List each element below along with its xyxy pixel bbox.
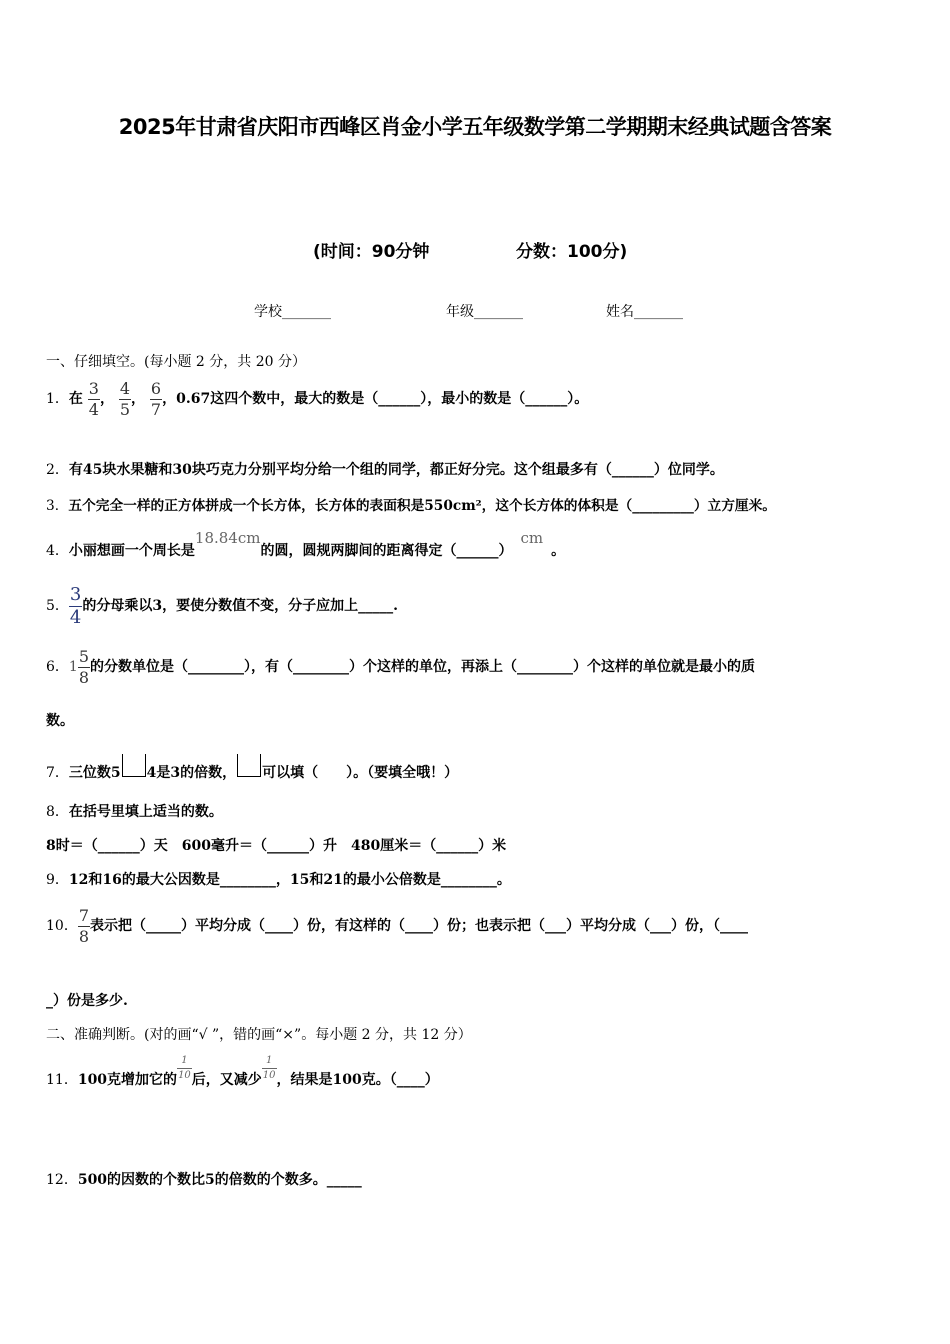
fraction: $\frac{1}{10}$ [178,1054,191,1081]
question-10-continuation: _）份是多少. [46,993,128,1009]
question-number: 4． [46,543,69,559]
fraction: $\frac{3}{4}$ [88,378,99,419]
grade-field: 年级_______ [446,304,523,320]
page-title: 2025年甘肃省庆阳市西峰区肖金小学五年级数学第二学期期末经典试题含答案 [118,115,832,139]
question-5: 5． $\frac{3}{4}$ 的分母乘以3，要使分数值不变，分子应加上_____. [46,583,398,628]
question-8: 8．在括号里填上适当的数。 [46,804,223,820]
question-6: 6．1 $\frac{5}{8}$ 的分数单位是（________），有（________）个这样的单位，再添上（________）个这样的单位就是最小的质 [46,646,756,687]
question-12: 12．500的因数的个数比5的倍数的个数多。_____ [46,1172,362,1188]
unit-label: cm [520,529,544,547]
question-number: 8． [46,804,69,820]
question-3: 3．五个完全一样的正方体拼成一个长方体，长方体的表面积是550cm²，这个长方体的体积是（_________）立方厘米。 [46,498,776,514]
question-number: 6． [46,659,69,675]
question-number: 9． [46,872,69,888]
question-7: 7．三位数5 4是3的倍数， 可以填（ ）。（要填全哦！） [46,754,458,782]
question-number: 5． [46,598,69,614]
question-11: 11．100克增加它的 $\frac{1}{10}$ 后，又减少 $\frac{1}{10}$ ，结果是100克。（____） [46,1054,439,1088]
question-number: 1． [46,391,69,407]
question-number: 11． [46,1072,78,1088]
question-number: 2． [46,462,69,478]
question-6-continuation: 数。 [46,713,74,729]
score-label: 分数：100分) [516,242,628,262]
question-9: 9．12和16的最大公因数是________，15和21的最小公倍数是________。 [46,872,511,888]
fraction: $\frac{3}{4}$ [69,583,82,628]
question-1: 1．在 $\frac{3}{4}$ ， $\frac{4}{5}$ ， $\frac{6}{7}$ ，0.67这四个数中，最大的数是（______），最小的数是（______）。 [46,378,589,419]
name-field: 姓名_______ [606,304,683,320]
question-10: 10． $\frac{7}{8}$ 表示把（_____）平均分成（____）份，有这样的（____）份；也表示把（___）平均分成（___）份，（____ [46,905,749,946]
school-field: 学校_______ [254,304,331,320]
fraction: $\frac{7}{8}$ [78,905,90,946]
fraction: $\frac{6}{7}$ [150,378,162,419]
fraction: $\frac{4}{5}$ [119,378,131,419]
question-number: 12． [46,1172,78,1188]
fraction: $\frac{5}{8}$ [78,646,90,687]
question-4: 4．小丽想画一个周长是18.84cm的圆，圆规两脚间的距离得定（______）cm。 [46,529,566,559]
question-8-line: 8时＝（______）天 600毫升＝（______）升 480厘米＝（______）米 [46,838,507,854]
fraction: $\frac{1}{10}$ [262,1054,276,1081]
question-number: 3． [46,498,69,514]
section-1-heading: 一、仔细填空。(每小题 2 分，共 20 分） [46,354,306,370]
digit-box [237,754,261,777]
digit-box [122,754,146,777]
circumference-value: 18.84cm [194,529,261,547]
question-number: 7． [46,765,69,781]
question-number: 10． [46,918,78,934]
section-2-heading: 二、准确判断。(对的画“√ ”，错的画“×”。每小题 2 分，共 12 分） [46,1027,472,1043]
time-label: (时间：90分钟 [313,242,430,262]
question-2: 2．有45块水果糖和30块巧克力分别平均分给一个组的同学，都正好分完。这个组最多有（______）位同学。 [46,462,724,478]
